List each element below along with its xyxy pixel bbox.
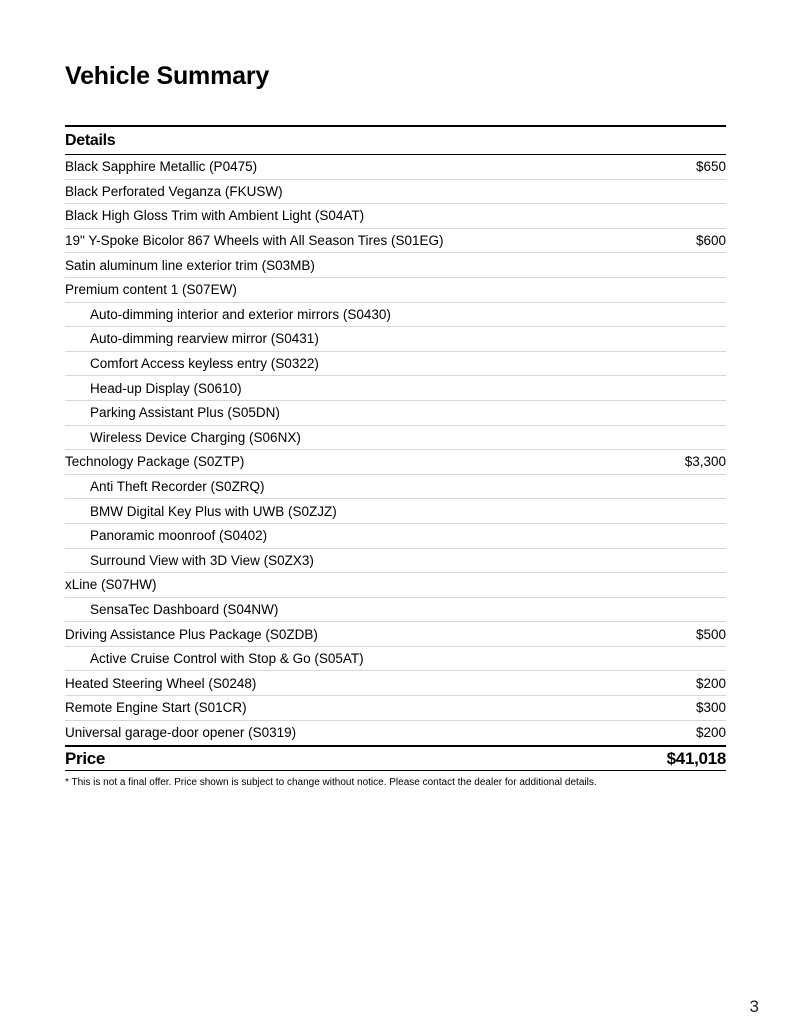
total-label: Price <box>65 748 106 768</box>
table-header-label: Details <box>65 131 116 149</box>
table-row <box>65 180 726 205</box>
table-row <box>65 253 726 278</box>
table-row <box>65 524 726 549</box>
row-label: Technology Package (S0ZTP) <box>65 454 245 470</box>
table-row <box>65 671 726 696</box>
row-sublabel: Head-up Display (S0610) <box>90 380 242 396</box>
total-amount: $41,018 <box>666 748 726 768</box>
row-label: Universal garage-door opener (S0319) <box>65 725 297 741</box>
row-sublabel: Comfort Access keyless entry (S0322) <box>90 356 319 372</box>
page-number: 3 <box>749 997 759 1016</box>
row-sublabel: Auto-dimming interior and exterior mirrors (S0430) <box>90 306 391 322</box>
vehicle-summary-table <box>65 125 726 788</box>
row-label: Heated Steering Wheel (S0248) <box>65 675 257 691</box>
table-header <box>65 125 726 155</box>
row-label: 19" Y-Spoke Bicolor 867 Wheels with All Season Tires (S01EG) <box>65 233 444 249</box>
row-sublabel: Anti Theft Recorder (S0ZRQ) <box>90 479 265 495</box>
row-sublabel: BMW Digital Key Plus with UWB (S0ZJZ) <box>90 503 337 519</box>
row-amount: $600 <box>695 233 726 249</box>
row-label: Black Perforated Veganza (FKUSW) <box>65 183 283 199</box>
row-label: Black High Gloss Trim with Ambient Light (S04AT) <box>65 208 365 224</box>
table-row <box>65 278 726 303</box>
row-sublabel: Active Cruise Control with Stop & Go (S05AT) <box>90 651 364 667</box>
row-amount: $3,300 <box>684 454 726 470</box>
row-label: Satin aluminum line exterior trim (S03MB) <box>65 257 315 273</box>
row-amount: $300 <box>695 700 726 716</box>
table-row <box>65 303 726 328</box>
row-sublabel: Surround View with 3D View (S0ZX3) <box>90 552 314 568</box>
row-label: Premium content 1 (S07EW) <box>65 282 237 298</box>
table-row <box>65 598 726 623</box>
table-body <box>65 155 726 745</box>
table-row <box>65 573 726 598</box>
row-amount: $200 <box>695 675 726 691</box>
table-row <box>65 475 726 500</box>
table-row <box>65 549 726 574</box>
table-row <box>65 155 726 180</box>
table-row <box>65 376 726 401</box>
table-row <box>65 696 726 721</box>
table-row <box>65 450 726 475</box>
row-sublabel: Panoramic moonroof (S0402) <box>90 528 268 544</box>
table-row <box>65 426 726 451</box>
table-row <box>65 229 726 254</box>
row-amount: $500 <box>695 626 726 642</box>
table-row <box>65 204 726 229</box>
row-label: Driving Assistance Plus Package (S0ZDB) <box>65 626 318 642</box>
row-amount: $650 <box>695 159 726 175</box>
row-label: xLine (S07HW) <box>65 577 157 593</box>
table-row <box>65 721 726 746</box>
row-sublabel: Parking Assistant Plus (S05DN) <box>90 405 280 421</box>
table-row <box>65 352 726 377</box>
row-sublabel: Wireless Device Charging (S06NX) <box>90 429 301 445</box>
row-sublabel: Auto-dimming rearview mirror (S0431) <box>90 331 319 347</box>
footnote: * This is not a final offer. Price shown is subject to change without notice. Please contact the dealer for additional details. <box>65 777 597 789</box>
table-row <box>65 647 726 672</box>
row-amount: $200 <box>695 725 726 741</box>
table-row <box>65 499 726 524</box>
row-sublabel: SensaTec Dashboard (S04NW) <box>90 601 279 617</box>
row-label: Remote Engine Start (S01CR) <box>65 700 247 716</box>
table-row <box>65 327 726 352</box>
total-row <box>65 745 726 771</box>
table-row <box>65 401 726 426</box>
table-row <box>65 622 726 647</box>
row-label: Black Sapphire Metallic (P0475) <box>65 159 258 175</box>
page-title: Vehicle Summary <box>65 62 270 90</box>
